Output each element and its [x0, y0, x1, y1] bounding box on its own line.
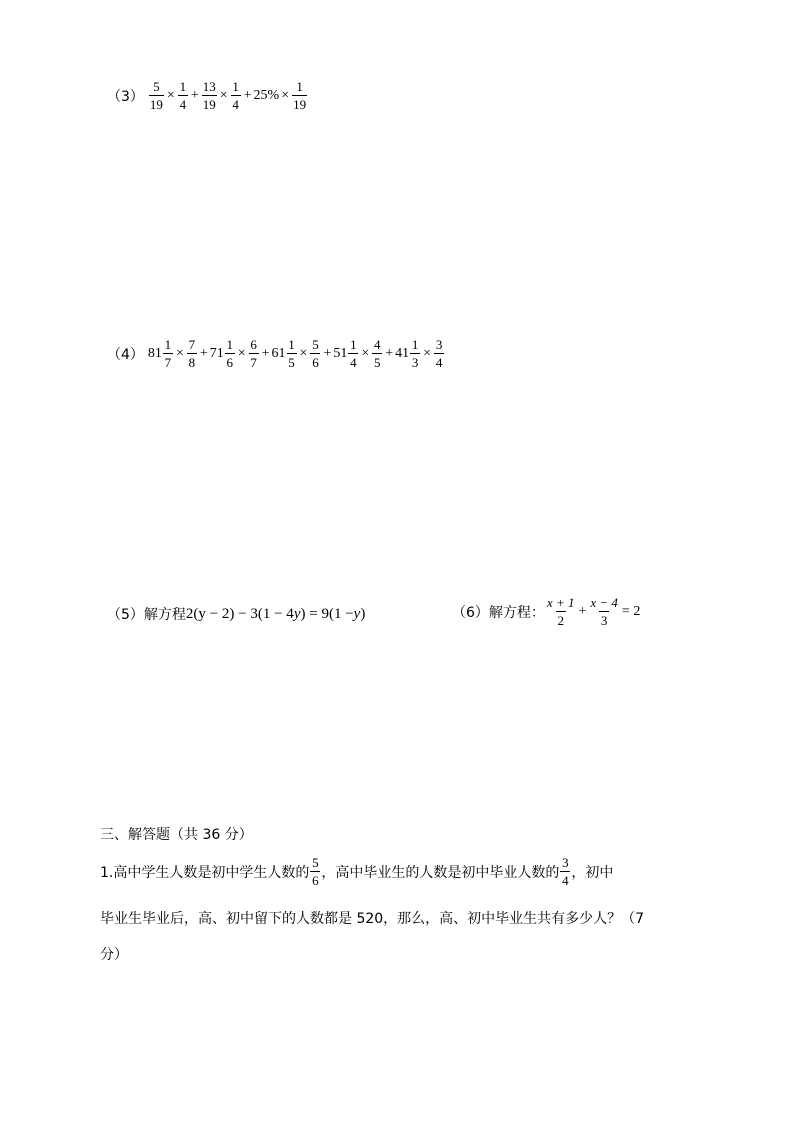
- fraction: $\frac{1}{3}$: [411, 337, 419, 370]
- question-1-line-2: 毕业生毕业后，高、初中留下的人数都是 520，那么，高、初中毕业生共有多少人？（7: [100, 911, 645, 927]
- equation-part: (y − 2) − 3: [193, 605, 258, 622]
- problem-3-label: （3）: [107, 88, 144, 105]
- plus-sign: +: [323, 345, 332, 361]
- fraction: $\frac{5}{6}$: [312, 337, 319, 370]
- variable-y: y: [353, 605, 361, 622]
- fraction: $\frac{1}{7}$: [164, 337, 172, 370]
- fraction: $\frac{3}{4}$: [562, 855, 569, 888]
- problem-4-label: （4）: [107, 346, 144, 363]
- plus-sign: +: [243, 87, 252, 103]
- problem-5-label: （5）解方程: [107, 607, 186, 623]
- problem-4: [107, 338, 445, 369]
- multiply-sign: ×: [166, 87, 175, 103]
- multiply-sign: ×: [281, 87, 290, 103]
- equation-part: ) = 9: [300, 605, 329, 622]
- fraction: $\frac{1}{6}$: [226, 337, 233, 370]
- multiply-sign: ×: [361, 345, 370, 361]
- plus-sign: +: [190, 87, 199, 103]
- fraction: $\frac{x - 4}{3}$: [590, 595, 618, 628]
- fraction: $\frac{x + 1}{2}$: [546, 595, 575, 628]
- question-1-line-3: 分）: [100, 947, 128, 963]
- multiply-sign: ×: [299, 345, 308, 361]
- question-text: 1.高中学生人数是初中学生人数的: [100, 864, 310, 881]
- plus-sign: +: [385, 345, 394, 361]
- multiply-sign: ×: [219, 87, 228, 103]
- plus-sign: +: [578, 603, 587, 619]
- multiply-sign: ×: [423, 345, 432, 361]
- question-text: ，初中: [571, 864, 614, 881]
- multiply-sign: ×: [237, 345, 246, 361]
- percent-value: 25%: [253, 87, 280, 103]
- problem-6: [452, 596, 642, 627]
- fraction: $\frac{1}{4}$: [232, 79, 239, 112]
- problem-5: [107, 604, 365, 624]
- variable-y: y: [293, 605, 301, 622]
- fraction: $\frac{4}{5}$: [374, 337, 381, 370]
- fraction: $\frac{3}{4}$: [435, 337, 443, 370]
- fraction: $\frac{1}{5}$: [288, 337, 295, 370]
- question-1-line-1: [100, 856, 613, 887]
- equation-part: ): [360, 605, 366, 622]
- section-heading: 三、解答题（共 36 分）: [100, 827, 253, 843]
- mixed-number-whole: 81: [147, 345, 162, 361]
- equation-part: (1 − 4: [257, 605, 294, 622]
- fraction: $\frac{13}{19}$: [202, 79, 216, 112]
- fraction: $\frac{7}{8}$: [188, 337, 196, 370]
- fraction: $\frac{5}{6}$: [312, 855, 319, 888]
- equation-part: 2: [185, 605, 194, 622]
- fraction: $\frac{5}{19}$: [149, 79, 163, 112]
- plus-sign: +: [199, 345, 208, 361]
- fraction: $\frac{1}{4}$: [350, 337, 357, 370]
- problem-3: [107, 80, 308, 111]
- fraction: $\frac{6}{7}$: [250, 337, 257, 370]
- fraction: $\frac{1}{19}$: [293, 79, 307, 112]
- mixed-number-whole: 61: [271, 345, 286, 361]
- equation-part: (1 −: [328, 605, 354, 622]
- fraction: $\frac{1}{4}$: [179, 79, 187, 112]
- problem-6-label: （6）解方程：: [452, 604, 545, 621]
- mixed-number-whole: 71: [209, 345, 224, 361]
- mixed-number-whole: 51: [333, 345, 348, 361]
- mixed-number-whole: 41: [395, 345, 410, 361]
- equals-value: = 2: [621, 603, 641, 619]
- plus-sign: +: [261, 345, 270, 361]
- multiply-sign: ×: [175, 345, 184, 361]
- question-text: ，高中毕业生的人数是初中毕业人数的: [321, 864, 560, 881]
